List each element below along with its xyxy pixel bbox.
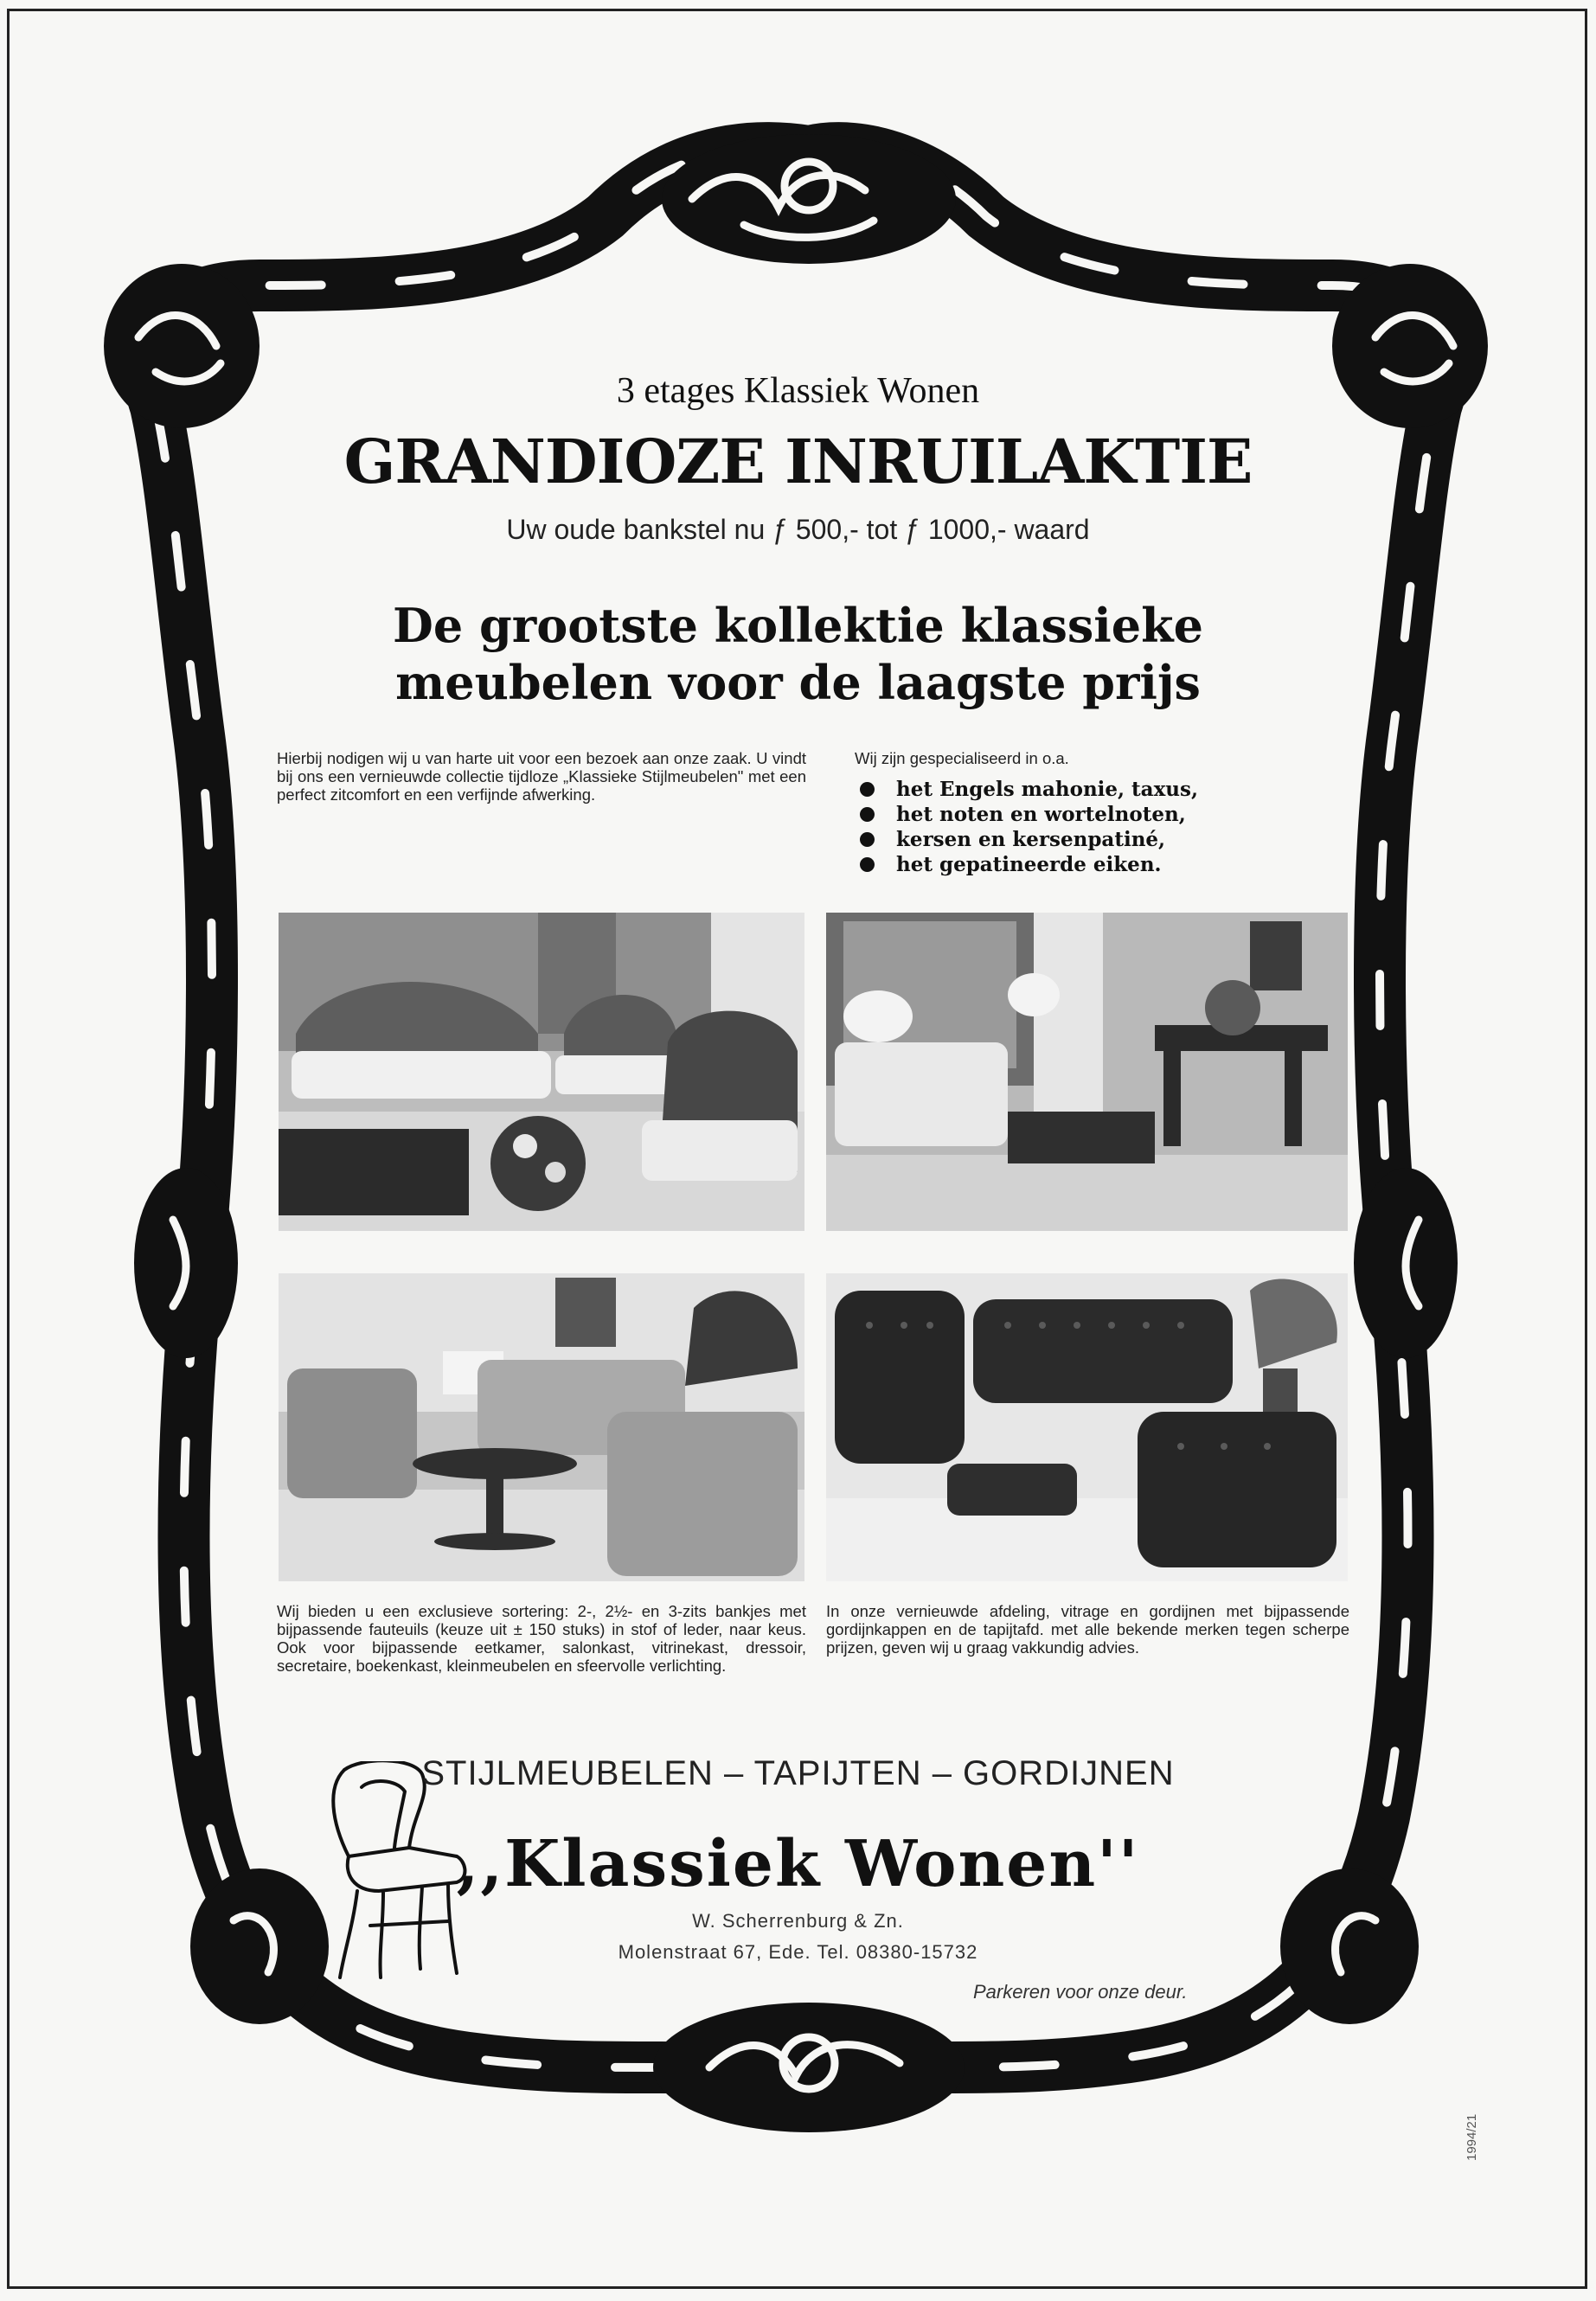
specialties-intro: Wij zijn gespecialiseerd in o.a. [855, 749, 1069, 767]
specialty-item: het noten en wortelnoten, [856, 802, 1198, 827]
photo-chesterfield-set [826, 1273, 1348, 1581]
slogan [0, 597, 1596, 711]
kicker-text: 3 etages Klassiek Wonen [616, 371, 980, 411]
curtains-paragraph: In onze vernieuwde afdeling, vitrage en gordijnen met bijpassende gordijnkappen en de tapijtafd. met alle bekende merken tegen scherpe prijzen, geven wij u graag vakkundig advies. [826, 1602, 1349, 1657]
store-address: Molenstraat 67, Ede. Tel. 08380-15732 [618, 1941, 978, 1963]
intro-paragraph: Hierbij nodigen wij u van harte uit voor een bezoek aan onze zaak. U vindt bij ons een vernieuwde collectie tijdloze „Klassieke Stijlmeubelen" met een perfect zitcomfort en een verfijnde afwerking. [277, 749, 806, 804]
trade-in-offer: Uw oude bankstel nu ƒ 500,- tot ƒ 1000,- waard [506, 514, 1090, 545]
specialty-item: kersen en kersenpatiné, [856, 827, 1198, 852]
slogan-line-2: meubelen voor de laagste prijs [395, 655, 1201, 710]
categories-line: STIJLMEUBELEN – TAPIJTEN – GORDIJNEN [421, 1754, 1175, 1792]
owner-name: W. Scherrenburg & Zn. [692, 1910, 904, 1932]
specialty-item: het gepatineerde eiken. [856, 852, 1198, 877]
photo-dining-room [826, 913, 1348, 1231]
slogan-line-1: De grootste kollektie klassieke [393, 598, 1203, 653]
assortment-paragraph: Wij bieden u een exclusieve sortering: 2-, 2½- en 3-zits bankjes met bijpassende fauteuils (keuze uit ± 150 stuks) in stof of leder, naar keus. Ook voor bijpassende eetkamer, salonkast, vitrinekast, dressoir, secretaire, boekenkast, kleinmeubelen en sfeervolle verlichting. [277, 1602, 806, 1675]
photo-baroque-sofa-set [279, 913, 804, 1231]
reference-code: 1994/21 [1465, 2113, 1479, 2161]
store-name: ,,Klassiek Wonen'' [456, 1827, 1140, 1901]
headline: GRANDIOZE INRUILAKTIE [343, 426, 1253, 497]
specialties-list [856, 777, 1198, 877]
specialty-item: het Engels mahonie, taxus, [856, 777, 1198, 802]
photo-fabric-sofa-set [279, 1273, 804, 1581]
parking-note: Parkeren voor onze deur. [973, 1981, 1188, 2003]
